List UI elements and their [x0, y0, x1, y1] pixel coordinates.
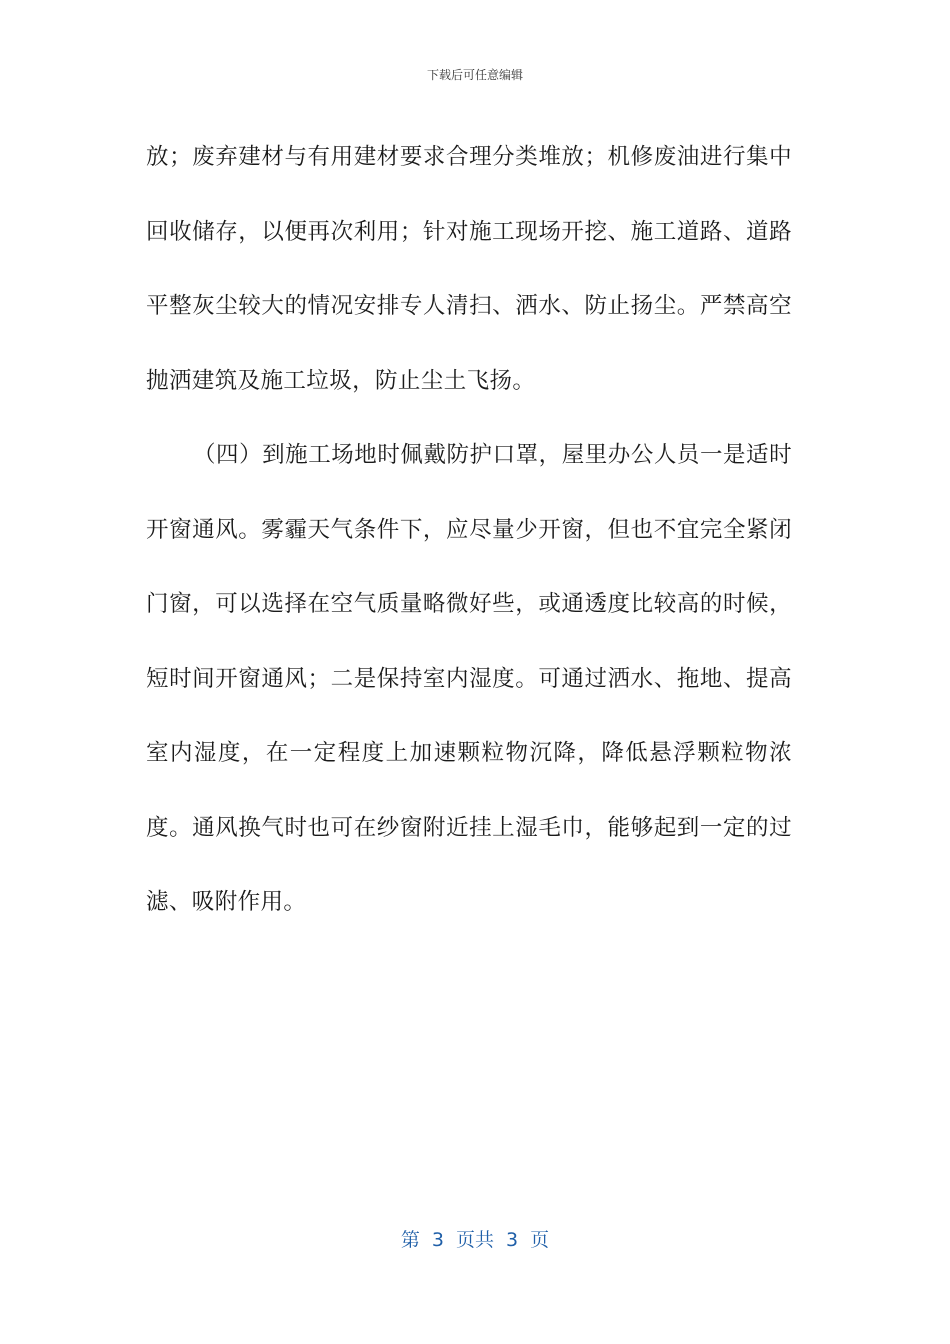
- document-body: [146, 120, 792, 940]
- page-label-suffix: 页: [530, 1229, 550, 1251]
- page-label-mid: 页共: [455, 1229, 494, 1251]
- page-label-prefix: 第: [400, 1229, 420, 1251]
- paragraph-item-four: （四）到施工场地时佩戴防护口罩，屋里办公人员一是适时开窗通风。雾霾天气条件下，应尽量少开窗，但也不宜完全紧闭门窗，可以选择在空气质量略微好些，或通透度比较高的时候，短时间开窗通风；二是保持室内湿度。可通过洒水、拖地、提高室内湿度，在一定程度上加速颗粒物沉降，降低悬浮颗粒物浓度。通风换气时也可在纱窗附近挂上湿毛巾，能够起到一定的过滤、吸附作用。: [146, 442, 792, 915]
- header-note: 下载后可任意编辑: [426, 68, 523, 82]
- total-pages-number: 3: [506, 1229, 519, 1251]
- page-footer: [0, 1225, 950, 1252]
- paragraph-continuation: 放；废弃建材与有用建材要求合理分类堆放；机修废油进行集中回收储存，以便再次利用；针对施工现场开挖、施工道路、道路平整灰尘较大的情况安排专人清扫、洒水、防止扬尘。严禁高空抛洒建筑及施工垃圾，防止尘土飞扬。: [146, 144, 792, 394]
- current-page-number: 3: [431, 1229, 444, 1251]
